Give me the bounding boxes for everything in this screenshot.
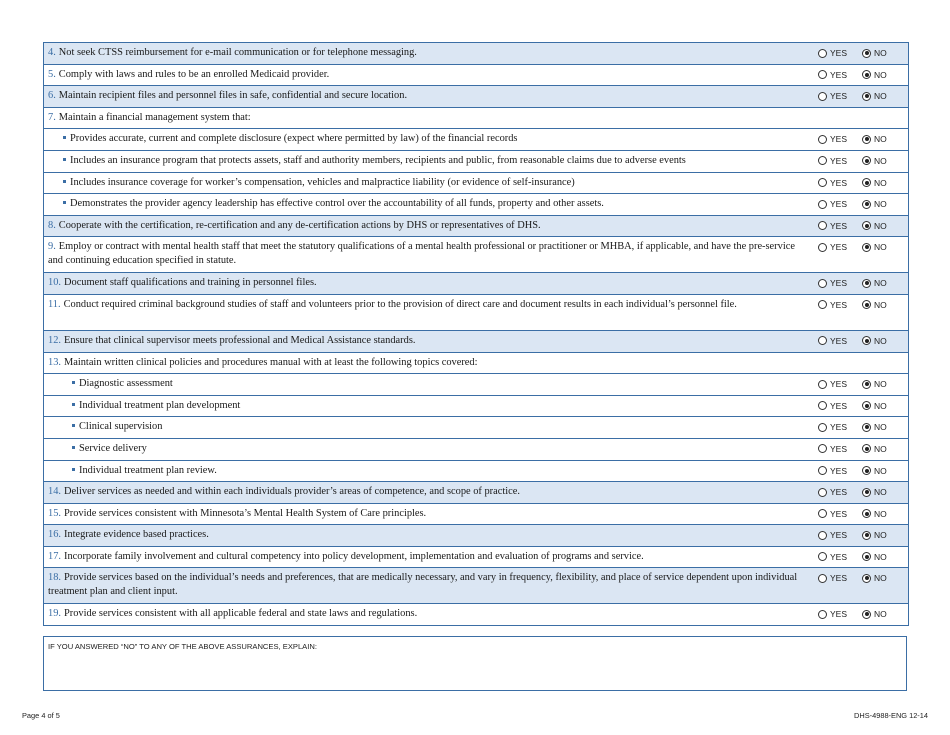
answer-options	[818, 604, 908, 625]
yes-radio[interactable]	[818, 221, 827, 230]
yes-label: YES	[830, 508, 848, 519]
no-radio[interactable]	[862, 488, 871, 497]
item-label: Not seek CTSS reimbursement for e-mail communication or for telephone messaging.	[58, 47, 417, 58]
yes-label: YES	[830, 422, 848, 433]
item-label: Maintain recipient files and personnel files in safe, confidential and secure location.	[58, 90, 408, 102]
bullet-icon	[63, 180, 66, 183]
item-label: Maintain written clinical policies and procedures manual with at least the following topics covered:	[64, 356, 478, 368]
yes-option[interactable]	[818, 219, 862, 233]
yes-option[interactable]	[818, 89, 862, 103]
item-number: 8.	[48, 219, 56, 231]
bullet-icon	[63, 201, 66, 204]
yes-label: YES	[830, 48, 848, 58]
explain-field[interactable]	[43, 636, 907, 691]
yes-option[interactable]	[818, 154, 862, 168]
no-radio[interactable]	[862, 610, 871, 619]
yes-option[interactable]	[818, 176, 862, 190]
assurance-text	[44, 461, 818, 482]
yes-radio[interactable]	[818, 243, 827, 252]
yes-radio[interactable]	[818, 49, 827, 58]
yes-radio[interactable]	[818, 300, 827, 309]
no-label: NO	[874, 422, 887, 433]
no-label: NO	[874, 487, 887, 498]
yes-option[interactable]	[818, 132, 862, 146]
assurance-text	[44, 353, 818, 374]
no-label: NO	[874, 278, 887, 289]
no-label: NO	[874, 155, 887, 166]
no-option[interactable]	[862, 464, 906, 478]
answer-options	[818, 43, 908, 64]
assurance-text	[44, 65, 818, 86]
assurance-row	[44, 604, 908, 626]
no-label: NO	[874, 379, 887, 390]
assurance-row	[44, 108, 908, 130]
no-label: NO	[874, 199, 887, 210]
item-number: 9.	[48, 241, 56, 253]
item-number: 7.	[48, 111, 56, 123]
no-option[interactable]	[862, 132, 906, 146]
no-label: NO	[874, 69, 887, 80]
yes-radio[interactable]	[818, 531, 827, 540]
item-label: Provides accurate, current and complete disclosure (expect where permitted by law) of the financial records	[70, 133, 518, 145]
yes-option[interactable]	[818, 46, 862, 60]
yes-option[interactable]	[818, 485, 862, 499]
answer-options	[818, 568, 908, 603]
no-radio[interactable]	[862, 156, 871, 165]
yes-radio[interactable]	[818, 423, 827, 432]
no-option[interactable]	[862, 176, 906, 190]
assurances-table	[43, 42, 909, 626]
assurance-text	[44, 273, 818, 294]
no-label: NO	[874, 573, 887, 584]
answer-options	[818, 547, 908, 568]
yes-option[interactable]	[818, 399, 862, 413]
no-radio[interactable]	[862, 574, 871, 583]
assurance-text	[44, 86, 818, 107]
yes-radio[interactable]	[818, 509, 827, 518]
no-option[interactable]	[862, 399, 906, 413]
assurance-row	[44, 151, 908, 173]
yes-label: YES	[830, 400, 848, 411]
yes-label: YES	[830, 278, 848, 289]
no-radio[interactable]	[862, 243, 871, 252]
answer-options	[818, 525, 908, 546]
no-option[interactable]	[862, 334, 906, 348]
item-number: 18.	[48, 572, 61, 584]
yes-radio[interactable]	[818, 610, 827, 619]
item-number: 10.	[48, 277, 61, 289]
assurance-row	[44, 417, 908, 439]
yes-radio[interactable]	[818, 466, 827, 475]
no-label: NO	[874, 299, 887, 310]
no-radio[interactable]	[862, 279, 871, 288]
answer-options	[818, 331, 908, 352]
yes-label: YES	[830, 69, 848, 80]
no-option[interactable]	[862, 485, 906, 499]
answer-options	[818, 194, 908, 215]
no-option[interactable]	[862, 197, 906, 211]
assurance-text	[44, 151, 818, 172]
assurance-text	[44, 547, 818, 568]
no-label: NO	[874, 48, 887, 58]
no-radio[interactable]	[862, 423, 871, 432]
item-number: 14.	[48, 486, 61, 498]
assurance-text	[44, 396, 818, 417]
item-number: 4.	[48, 47, 56, 58]
assurance-text	[44, 504, 818, 525]
no-option[interactable]	[862, 571, 906, 585]
yes-option[interactable]	[818, 298, 862, 312]
yes-option[interactable]	[818, 507, 862, 521]
assurance-text	[44, 417, 818, 438]
no-option[interactable]	[862, 442, 906, 456]
answer-options	[818, 504, 908, 525]
assurance-row	[44, 353, 908, 375]
item-label: Comply with laws and rules to be an enrolled Medicaid provider.	[58, 68, 330, 80]
no-option[interactable]	[862, 89, 906, 103]
yes-label: YES	[830, 487, 848, 498]
item-label: Includes an insurance program that protects assets, staff and authority members, recipients and public, from reasonable claims due to adverse events	[70, 154, 686, 166]
yes-radio[interactable]	[818, 70, 827, 79]
yes-label: YES	[830, 443, 848, 454]
yes-radio[interactable]	[818, 200, 827, 209]
no-option[interactable]	[862, 298, 906, 312]
bullet-icon	[72, 403, 75, 406]
answer-options	[818, 65, 908, 86]
no-radio[interactable]	[862, 466, 871, 475]
no-label: NO	[874, 134, 887, 145]
yes-radio[interactable]	[818, 444, 827, 453]
item-label: Integrate evidence based practices.	[64, 529, 209, 541]
no-radio[interactable]	[862, 300, 871, 309]
assurance-text	[44, 568, 818, 603]
yes-label: YES	[830, 220, 848, 231]
assurance-row	[44, 43, 908, 65]
yes-option[interactable]	[818, 334, 862, 348]
answer-options	[818, 482, 908, 503]
item-number: 5.	[48, 68, 56, 80]
yes-label: YES	[830, 91, 848, 102]
no-label: NO	[874, 551, 887, 562]
yes-option[interactable]	[818, 377, 862, 391]
item-number: 15.	[48, 507, 61, 519]
answer-options	[818, 439, 908, 460]
assurance-text	[44, 237, 818, 272]
yes-radio[interactable]	[818, 92, 827, 101]
assurance-row	[44, 237, 908, 273]
item-label: Deliver services as needed and within each individuals provider’s areas of competence, and scope of practice.	[64, 486, 520, 498]
item-label: Document staff qualifications and training in personnel files.	[64, 277, 317, 289]
item-number: 12.	[48, 334, 61, 346]
assurance-row	[44, 86, 908, 108]
item-label: Provide services based on the individual’s needs and preferences, that are medically necessary, and vary in frequency, flexibility, and place of service dependent upon individual treatment plan and client input.	[48, 572, 798, 598]
no-label: NO	[874, 220, 887, 231]
yes-label: YES	[830, 573, 848, 584]
yes-label: YES	[830, 199, 848, 210]
yes-radio[interactable]	[818, 380, 827, 389]
yes-radio[interactable]	[818, 178, 827, 187]
bullet-icon	[72, 381, 75, 384]
yes-option[interactable]	[818, 607, 862, 621]
no-option[interactable]	[862, 68, 906, 82]
no-radio[interactable]	[862, 49, 871, 58]
no-label: NO	[874, 91, 887, 102]
item-label: Provide services consistent with Minnesota’s Mental Health System of Care principles.	[64, 507, 427, 519]
assurance-text	[44, 108, 818, 129]
no-radio[interactable]	[862, 135, 871, 144]
assurance-row	[44, 439, 908, 461]
item-number: 19.	[48, 608, 61, 620]
yes-option[interactable]	[818, 528, 862, 542]
form-id: DHS-4988-ENG 12-14	[854, 711, 928, 720]
no-option[interactable]	[862, 276, 906, 290]
assurance-row	[44, 216, 908, 238]
assurance-row	[44, 374, 908, 396]
assurance-text	[44, 43, 818, 64]
item-label: Demonstrates the provider agency leadership has effective control over the accountability of all funds, property and other assets.	[70, 198, 604, 210]
yes-radio[interactable]	[818, 488, 827, 497]
no-option[interactable]	[862, 154, 906, 168]
yes-option[interactable]	[818, 420, 862, 434]
explain-label: IF YOU ANSWERED “NO” TO ANY OF THE ABOVE ASSURANCES, EXPLAIN:	[48, 642, 317, 651]
assurance-row	[44, 568, 908, 604]
assurance-row	[44, 461, 908, 483]
no-option[interactable]	[862, 550, 906, 564]
no-radio[interactable]	[862, 221, 871, 230]
assurance-text	[44, 331, 818, 352]
yes-option[interactable]	[818, 276, 862, 290]
item-label: Maintain a financial management system that:	[58, 111, 251, 123]
no-label: NO	[874, 177, 887, 188]
no-label: NO	[874, 465, 887, 476]
assurance-row	[44, 194, 908, 216]
assurance-text	[44, 295, 818, 330]
assurance-row	[44, 129, 908, 151]
no-radio[interactable]	[862, 531, 871, 540]
no-option[interactable]	[862, 528, 906, 542]
no-option[interactable]	[862, 507, 906, 521]
no-option[interactable]	[862, 219, 906, 233]
yes-radio[interactable]	[818, 574, 827, 583]
assurance-text	[44, 525, 818, 546]
answer-options	[818, 273, 908, 294]
yes-radio[interactable]	[818, 156, 827, 165]
answer-options	[818, 129, 908, 150]
no-option[interactable]	[862, 607, 906, 621]
assurance-row	[44, 504, 908, 526]
yes-option[interactable]	[818, 68, 862, 82]
item-number: 6.	[48, 90, 56, 102]
assurance-row	[44, 173, 908, 195]
answer-options	[818, 216, 908, 237]
no-radio[interactable]	[862, 336, 871, 345]
assurance-text	[44, 439, 818, 460]
answer-options	[818, 295, 908, 330]
no-label: NO	[874, 400, 887, 411]
item-label: Clinical supervision	[79, 421, 163, 433]
answer-options	[818, 374, 908, 395]
yes-label: YES	[830, 242, 848, 253]
assurance-text	[44, 129, 818, 150]
item-number: 13.	[48, 356, 61, 368]
item-label: Diagnostic assessment	[79, 378, 173, 390]
item-label: Provide services consistent with all applicable federal and state laws and regulations.	[64, 608, 418, 620]
assurance-text	[44, 173, 818, 194]
answer-options	[818, 86, 908, 107]
answer-options	[818, 417, 908, 438]
item-number: 16.	[48, 529, 61, 541]
answer-options	[818, 461, 908, 482]
yes-option[interactable]	[818, 240, 862, 254]
no-radio[interactable]	[862, 200, 871, 209]
item-label: Cooperate with the certification, re-certification and any de-certification actions by DHS or representatives of DHS.	[58, 219, 541, 231]
assurance-row	[44, 331, 908, 353]
item-label: Individual treatment plan development	[79, 399, 241, 411]
no-radio[interactable]	[862, 401, 871, 410]
no-radio[interactable]	[862, 92, 871, 101]
no-label: NO	[874, 242, 887, 253]
bullet-icon	[63, 158, 66, 161]
assurance-text	[44, 604, 818, 625]
assurance-text	[44, 216, 818, 237]
no-radio[interactable]	[862, 70, 871, 79]
yes-radio[interactable]	[818, 135, 827, 144]
item-label: Service delivery	[79, 442, 147, 454]
answer-options	[818, 353, 908, 374]
yes-label: YES	[830, 335, 848, 346]
yes-option[interactable]	[818, 442, 862, 456]
no-radio[interactable]	[862, 509, 871, 518]
no-option[interactable]	[862, 46, 906, 60]
yes-option[interactable]	[818, 571, 862, 585]
item-label: Individual treatment plan review.	[79, 464, 217, 476]
yes-radio[interactable]	[818, 552, 827, 561]
no-label: NO	[874, 335, 887, 346]
yes-radio[interactable]	[818, 279, 827, 288]
yes-label: YES	[830, 177, 848, 188]
page-number: Page 4 of 5	[22, 711, 60, 720]
no-label: NO	[874, 508, 887, 519]
answer-options	[818, 108, 908, 129]
yes-label: YES	[830, 134, 848, 145]
yes-label: YES	[830, 609, 848, 620]
no-option[interactable]	[862, 420, 906, 434]
assurance-row	[44, 295, 908, 331]
no-label: NO	[874, 609, 887, 620]
item-label: Includes insurance coverage for worker’s compensation, vehicles and malpractice liability (or evidence of self-insurance)	[70, 176, 575, 188]
assurance-row	[44, 547, 908, 569]
yes-label: YES	[830, 155, 848, 166]
no-label: NO	[874, 443, 887, 454]
answer-options	[818, 396, 908, 417]
assurance-row	[44, 525, 908, 547]
bullet-icon	[72, 424, 75, 427]
no-radio[interactable]	[862, 552, 871, 561]
bullet-icon	[72, 468, 75, 471]
no-label: NO	[874, 530, 887, 541]
yes-label: YES	[830, 299, 848, 310]
item-number: 17.	[48, 550, 61, 562]
yes-label: YES	[830, 379, 848, 390]
assurance-row	[44, 65, 908, 87]
item-number: 11.	[48, 298, 61, 310]
answer-options	[818, 237, 908, 272]
assurance-text	[44, 194, 818, 215]
yes-option[interactable]	[818, 550, 862, 564]
no-radio[interactable]	[862, 444, 871, 453]
assurance-text	[44, 482, 818, 503]
no-radio[interactable]	[862, 178, 871, 187]
yes-radio[interactable]	[818, 336, 827, 345]
assurance-text	[44, 374, 818, 395]
no-radio[interactable]	[862, 380, 871, 389]
item-label: Incorporate family involvement and cultural competency into policy development, implementation and evaluation of programs and service.	[64, 550, 644, 562]
yes-label: YES	[830, 530, 848, 541]
bullet-icon	[63, 136, 66, 139]
assurance-row	[44, 273, 908, 295]
assurance-row	[44, 396, 908, 418]
item-label: Employ or contract with mental health staff that meet the statutory qualifications of a mental health professional or practitioner or MHBA, if applicable, and have the pre-service and continuing education specified in statute.	[48, 241, 795, 267]
yes-radio[interactable]	[818, 401, 827, 410]
assurance-row	[44, 482, 908, 504]
yes-option[interactable]	[818, 197, 862, 211]
answer-options	[818, 151, 908, 172]
item-label: Ensure that clinical supervisor meets professional and Medical Assistance standards.	[64, 334, 416, 346]
answer-options	[818, 173, 908, 194]
no-option[interactable]	[862, 377, 906, 391]
item-label: Conduct required criminal background studies of staff and volunteers prior to the provision of direct care and document results in each individual’s personnel file.	[63, 298, 737, 310]
yes-label: YES	[830, 551, 848, 562]
no-option[interactable]	[862, 240, 906, 254]
yes-option[interactable]	[818, 464, 862, 478]
yes-label: YES	[830, 465, 848, 476]
bullet-icon	[72, 446, 75, 449]
